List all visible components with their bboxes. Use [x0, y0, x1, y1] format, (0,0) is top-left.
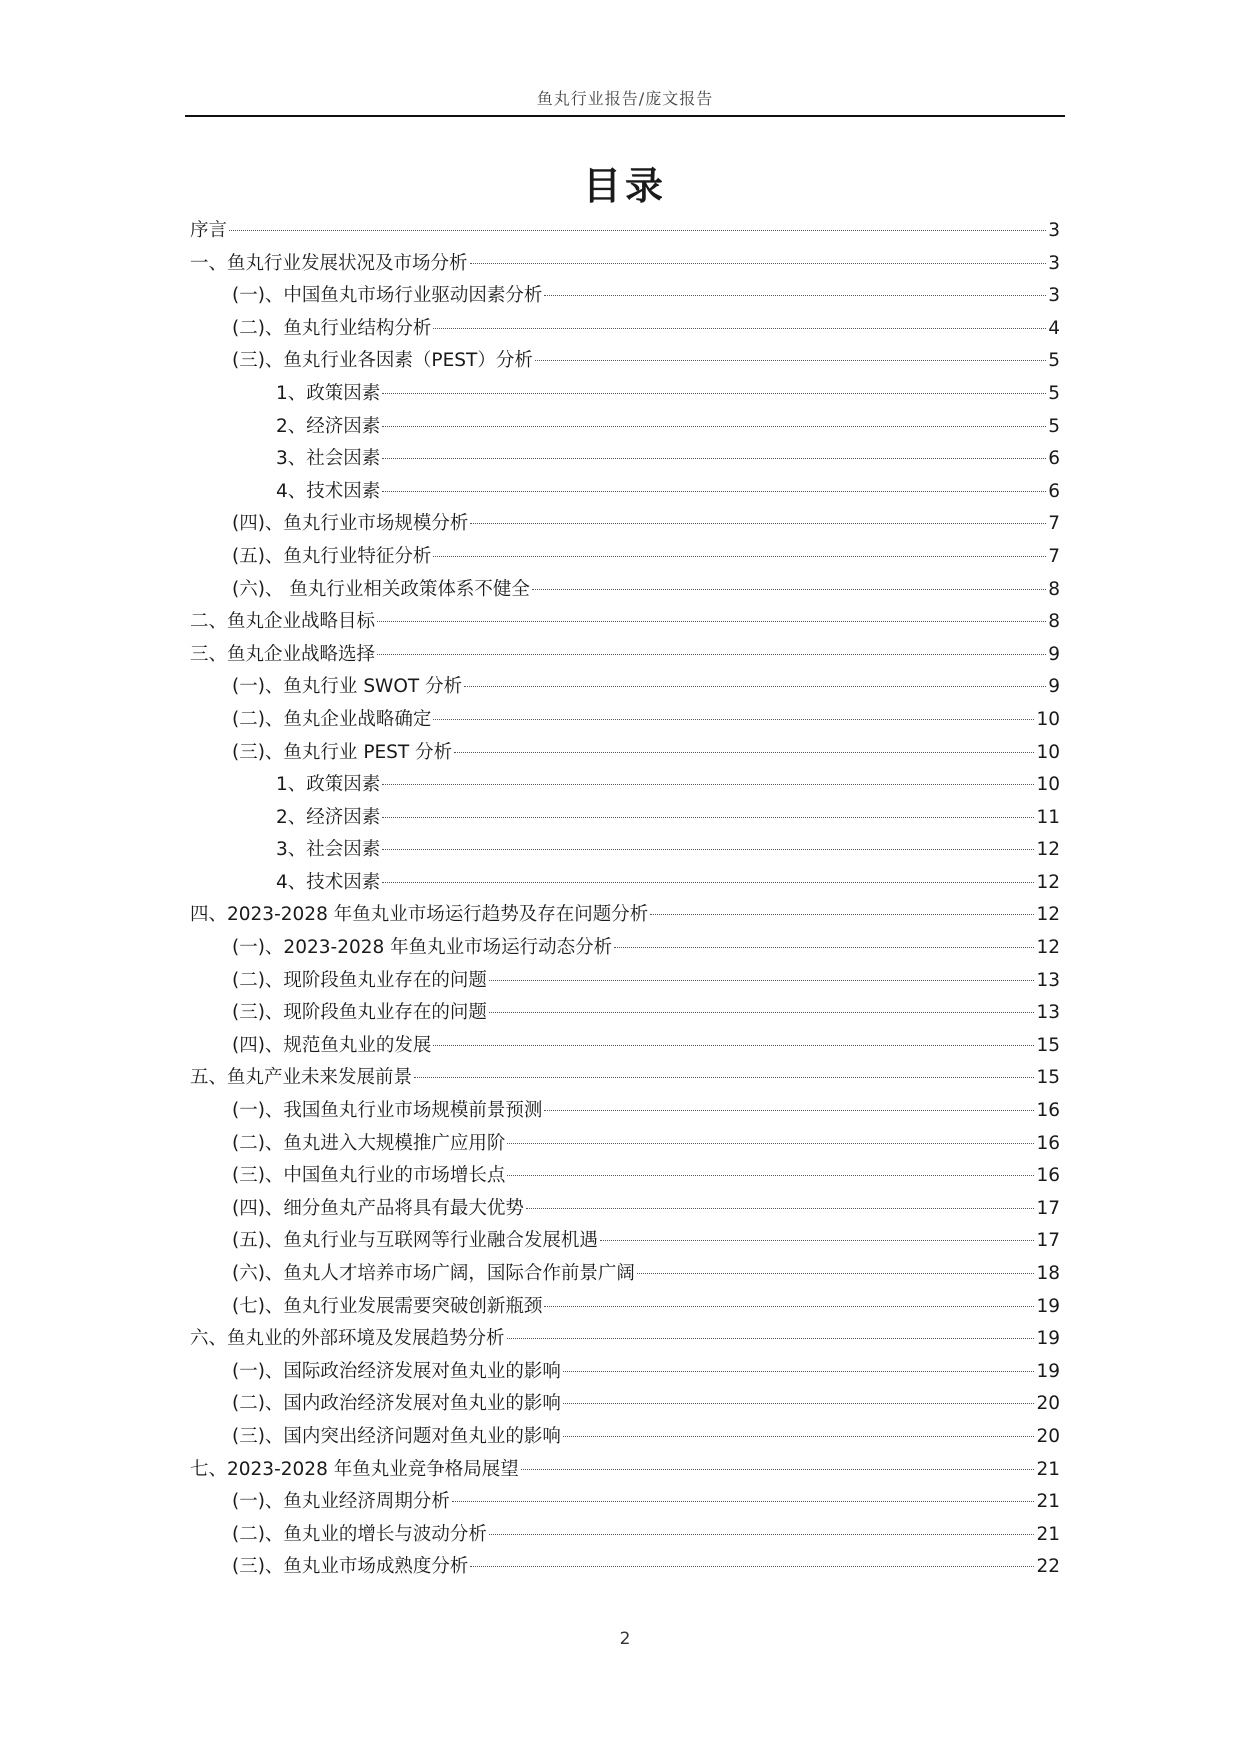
toc-entry[interactable]	[190, 378, 1060, 411]
toc-entry-page: 22	[1036, 1556, 1060, 1578]
toc-entry[interactable]	[190, 1388, 1060, 1421]
toc-entry-page: 8	[1048, 611, 1060, 633]
toc-entry[interactable]	[190, 1128, 1060, 1161]
toc-dot-leader	[470, 523, 1046, 524]
toc-entry-page: 9	[1048, 676, 1060, 698]
toc-entry-text: (五)、鱼丸行业与互联网等行业融合发展机遇	[232, 1230, 598, 1252]
toc-entry-text: 1、政策因素	[276, 774, 381, 796]
toc-entry-text: (六)、鱼丸人才培养市场广阔，国际合作前景广阔	[232, 1263, 635, 1284]
toc-entry-page: 19	[1036, 1328, 1060, 1350]
toc-dot-leader	[229, 230, 1046, 231]
toc-entry-page: 3	[1048, 220, 1060, 241]
toc-entry-page: 6	[1048, 448, 1060, 470]
toc-dot-leader	[382, 849, 1034, 850]
toc-entry[interactable]	[190, 313, 1060, 346]
toc-dot-leader	[532, 589, 1046, 590]
toc-entry-page: 19	[1036, 1360, 1060, 1382]
toc-entry-page: 12	[1036, 871, 1060, 893]
toc-entry-text: (一)、我国鱼丸行业市场规模前景预测	[232, 1100, 543, 1122]
toc-entry[interactable]	[190, 1095, 1060, 1128]
toc-dot-leader	[433, 556, 1046, 557]
toc-entry-text: 3、社会因素	[276, 839, 381, 861]
toc-dot-leader	[382, 882, 1034, 883]
toc-entry-page: 20	[1036, 1393, 1060, 1415]
toc-entry-page: 4	[1048, 317, 1060, 339]
toc-entry-page: 18	[1036, 1263, 1060, 1284]
toc-entry-text: (二)、国内政治经济发展对鱼丸业的影响	[232, 1393, 561, 1415]
toc-entry-page: 8	[1048, 578, 1060, 600]
toc-entry-text: (二)、鱼丸行业结构分析	[232, 317, 432, 339]
toc-dot-leader	[454, 752, 1034, 753]
toc-entry-text: (一)、鱼丸业经济周期分析	[232, 1491, 450, 1513]
toc-dot-leader	[414, 1077, 1034, 1078]
toc-entry[interactable]	[190, 899, 1060, 932]
toc-entry-text: (三)、鱼丸业市场成熟度分析	[232, 1556, 469, 1578]
toc-entry[interactable]	[190, 769, 1060, 802]
toc-entry[interactable]	[190, 1030, 1060, 1063]
toc-entry-text: (二)、鱼丸企业战略确定	[232, 708, 432, 730]
toc-entry-text: 三、鱼丸企业战略选择	[190, 643, 376, 665]
toc-entry-page: 21	[1036, 1458, 1060, 1480]
toc-entry-text: (一)、鱼丸行业 SWOT 分析	[232, 676, 463, 698]
toc-entry-page: 13	[1036, 969, 1060, 991]
toc-entry-page: 16	[1036, 1132, 1060, 1154]
toc-entry-text: 二、鱼丸企业战略目标	[190, 611, 376, 633]
toc-dot-leader	[507, 1338, 1035, 1339]
toc-entry-page: 5	[1048, 415, 1060, 437]
toc-entry-page: 5	[1048, 382, 1060, 404]
toc-dot-leader	[382, 458, 1046, 459]
toc-dot-leader	[452, 1501, 1035, 1502]
toc-entry-page: 17	[1036, 1230, 1060, 1252]
toc-entry[interactable]	[190, 997, 1060, 1030]
toc-entry[interactable]	[190, 574, 1060, 607]
toc-dot-leader	[544, 295, 1046, 296]
toc-entry-page: 9	[1048, 643, 1060, 665]
toc-entry-text: (三)、现阶段鱼丸业存在的问题	[232, 1002, 487, 1024]
toc-dot-leader	[470, 1566, 1034, 1567]
toc-dot-leader	[382, 426, 1046, 427]
toc-entry-text: 序言	[190, 220, 228, 241]
toc-entry[interactable]	[190, 508, 1060, 541]
toc-entry-text: (一)、中国鱼丸市场行业驱动因素分析	[232, 285, 543, 307]
toc-entry[interactable]	[190, 606, 1060, 639]
toc-entry[interactable]	[190, 932, 1060, 965]
toc-entry[interactable]	[190, 1193, 1060, 1226]
toc-entry-text: 1、政策因素	[276, 382, 381, 404]
toc-entry[interactable]	[190, 1323, 1060, 1356]
toc-entry-text: (四)、鱼丸行业市场规模分析	[232, 513, 469, 535]
toc-dot-leader	[614, 947, 1034, 948]
toc-entry[interactable]	[190, 443, 1060, 476]
toc-entry-text: 4、技术因素	[276, 871, 381, 893]
toc-entry-text: 四、2023-2028 年鱼丸业市场运行趋势及存在问题分析	[190, 904, 649, 926]
toc-dot-leader	[526, 1208, 1035, 1209]
toc-entry[interactable]	[190, 345, 1060, 378]
toc-entry-page: 3	[1048, 285, 1060, 307]
toc-entry[interactable]	[190, 1062, 1060, 1095]
toc-entry-text: (六)、 鱼丸行业相关政策体系不健全	[232, 578, 530, 600]
toc-dot-leader	[433, 328, 1046, 329]
toc-entry-page: 13	[1036, 1002, 1060, 1024]
toc-entry[interactable]	[190, 965, 1060, 998]
toc-entry-page: 10	[1036, 741, 1060, 763]
toc-entry-text: 六、鱼丸业的外部环境及发展趋势分析	[190, 1328, 505, 1350]
toc-dot-leader	[544, 1306, 1034, 1307]
toc-entry-text: (四)、规范鱼丸业的发展	[232, 1034, 432, 1056]
toc-entry-page: 21	[1036, 1491, 1060, 1513]
toc-entry[interactable]	[190, 541, 1060, 574]
toc-entry-text: (七)、鱼丸行业发展需要突破创新瓶颈	[232, 1295, 543, 1317]
toc-entry[interactable]	[190, 1486, 1060, 1519]
toc-entry-text: 五、鱼丸产业未来发展前景	[190, 1067, 413, 1089]
toc-entry[interactable]	[190, 215, 1060, 248]
toc-entry-text: (二)、鱼丸进入大规模推广应用阶	[232, 1132, 506, 1154]
toc-entry-page: 15	[1036, 1067, 1060, 1089]
toc-entry[interactable]	[190, 1519, 1060, 1552]
toc-dot-leader	[382, 393, 1046, 394]
toc-entry-page: 16	[1036, 1100, 1060, 1122]
toc-entry-text: (一)、2023-2028 年鱼丸业市场运行动态分析	[232, 937, 613, 959]
toc-entry-text: (三)、鱼丸行业 PEST 分析	[232, 741, 453, 763]
toc-entry-page: 12	[1036, 904, 1060, 926]
toc-entry-text: 2、经济因素	[276, 415, 381, 437]
toc-entry[interactable]	[190, 1258, 1060, 1291]
toc-dot-leader	[489, 1534, 1035, 1535]
toc-entry-text: (二)、鱼丸业的增长与波动分析	[232, 1523, 487, 1545]
toc-dot-leader	[489, 1012, 1035, 1013]
toc-entry-text: (三)、中国鱼丸行业的市场增长点	[232, 1165, 506, 1187]
toc-entry-text: (一)、国际政治经济发展对鱼丸业的影响	[232, 1360, 561, 1382]
toc-entry-text: 3、社会因素	[276, 448, 381, 470]
toc-entry-page: 12	[1036, 937, 1060, 959]
toc-dot-leader	[377, 654, 1046, 655]
toc-entry[interactable]	[190, 280, 1060, 313]
toc-dot-leader	[433, 719, 1034, 720]
toc-entry-page: 6	[1048, 480, 1060, 502]
toc-dot-leader	[507, 1143, 1034, 1144]
toc-dot-leader	[650, 914, 1034, 915]
toc-dot-leader	[507, 1175, 1034, 1176]
toc-entry-page: 21	[1036, 1523, 1060, 1545]
toc-dot-leader	[600, 1240, 1035, 1241]
toc-entry-text: (三)、鱼丸行业各因素（PEST）分析	[232, 350, 533, 372]
toc-dot-leader	[535, 360, 1046, 361]
toc-entry-text: (三)、国内突出经济问题对鱼丸业的影响	[232, 1425, 561, 1447]
toc-entry[interactable]	[190, 1225, 1060, 1258]
toc-entry-page: 10	[1036, 708, 1060, 730]
toc-dot-leader	[489, 980, 1035, 981]
toc-entry[interactable]	[190, 1356, 1060, 1389]
toc-entry[interactable]	[190, 248, 1060, 281]
table-of-contents	[190, 215, 1060, 1584]
toc-entry-text: (四)、细分鱼丸产品将具有最大优势	[232, 1197, 524, 1219]
toc-entry[interactable]	[190, 1160, 1060, 1193]
toc-entry[interactable]	[190, 671, 1060, 704]
toc-entry-text: 一、鱼丸行业发展状况及市场分析	[190, 252, 468, 274]
toc-dot-leader	[382, 817, 1034, 818]
toc-entry[interactable]	[190, 802, 1060, 835]
toc-entry-page: 19	[1036, 1295, 1060, 1317]
toc-entry-page: 7	[1048, 513, 1060, 535]
toc-dot-leader	[563, 1371, 1035, 1372]
toc-entry[interactable]	[190, 1551, 1060, 1584]
running-header: 鱼丸行业报告/庞文报告	[536, 89, 714, 108]
toc-entry-page: 10	[1036, 774, 1060, 796]
toc-dot-leader	[382, 491, 1046, 492]
toc-dot-leader	[464, 686, 1046, 687]
toc-entry[interactable]	[190, 1291, 1060, 1324]
toc-entry-page: 7	[1048, 545, 1060, 567]
toc-dot-leader	[382, 784, 1034, 785]
toc-entry-text: (二)、现阶段鱼丸业存在的问题	[232, 969, 487, 991]
toc-entry[interactable]	[190, 737, 1060, 770]
toc-dot-leader	[433, 1045, 1034, 1046]
toc-entry-page: 20	[1036, 1425, 1060, 1447]
toc-entry-page: 11	[1036, 806, 1060, 828]
toc-entry[interactable]	[190, 639, 1060, 672]
toc-dot-leader	[470, 263, 1047, 264]
toc-entry[interactable]	[190, 1421, 1060, 1454]
toc-dot-leader	[563, 1403, 1035, 1404]
toc-dot-leader	[563, 1436, 1035, 1437]
toc-entry[interactable]	[190, 834, 1060, 867]
toc-entry[interactable]	[190, 411, 1060, 444]
toc-entry[interactable]	[190, 1454, 1060, 1487]
page-number: 2	[619, 1629, 631, 1649]
toc-entry-page: 15	[1036, 1034, 1060, 1056]
toc-entry-page: 3	[1048, 252, 1060, 274]
toc-entry-text: (五)、鱼丸行业特征分析	[232, 545, 432, 567]
toc-title: 目录	[582, 164, 667, 208]
toc-entry[interactable]	[190, 476, 1060, 509]
toc-entry-page: 17	[1036, 1197, 1060, 1219]
toc-dot-leader	[377, 621, 1046, 622]
toc-entry-text: 2、经济因素	[276, 806, 381, 828]
toc-entry-page: 16	[1036, 1165, 1060, 1187]
header-rule	[185, 115, 1065, 117]
toc-entry-page: 12	[1036, 839, 1060, 861]
toc-dot-leader	[637, 1273, 1035, 1274]
toc-entry-text: 4、技术因素	[276, 480, 381, 502]
toc-entry[interactable]	[190, 704, 1060, 737]
toc-entry[interactable]	[190, 867, 1060, 900]
toc-dot-leader	[544, 1110, 1034, 1111]
toc-entry-page: 5	[1048, 350, 1060, 372]
toc-dot-leader	[521, 1469, 1035, 1470]
toc-entry-text: 七、2023-2028 年鱼丸业竞争格局展望	[190, 1458, 519, 1480]
